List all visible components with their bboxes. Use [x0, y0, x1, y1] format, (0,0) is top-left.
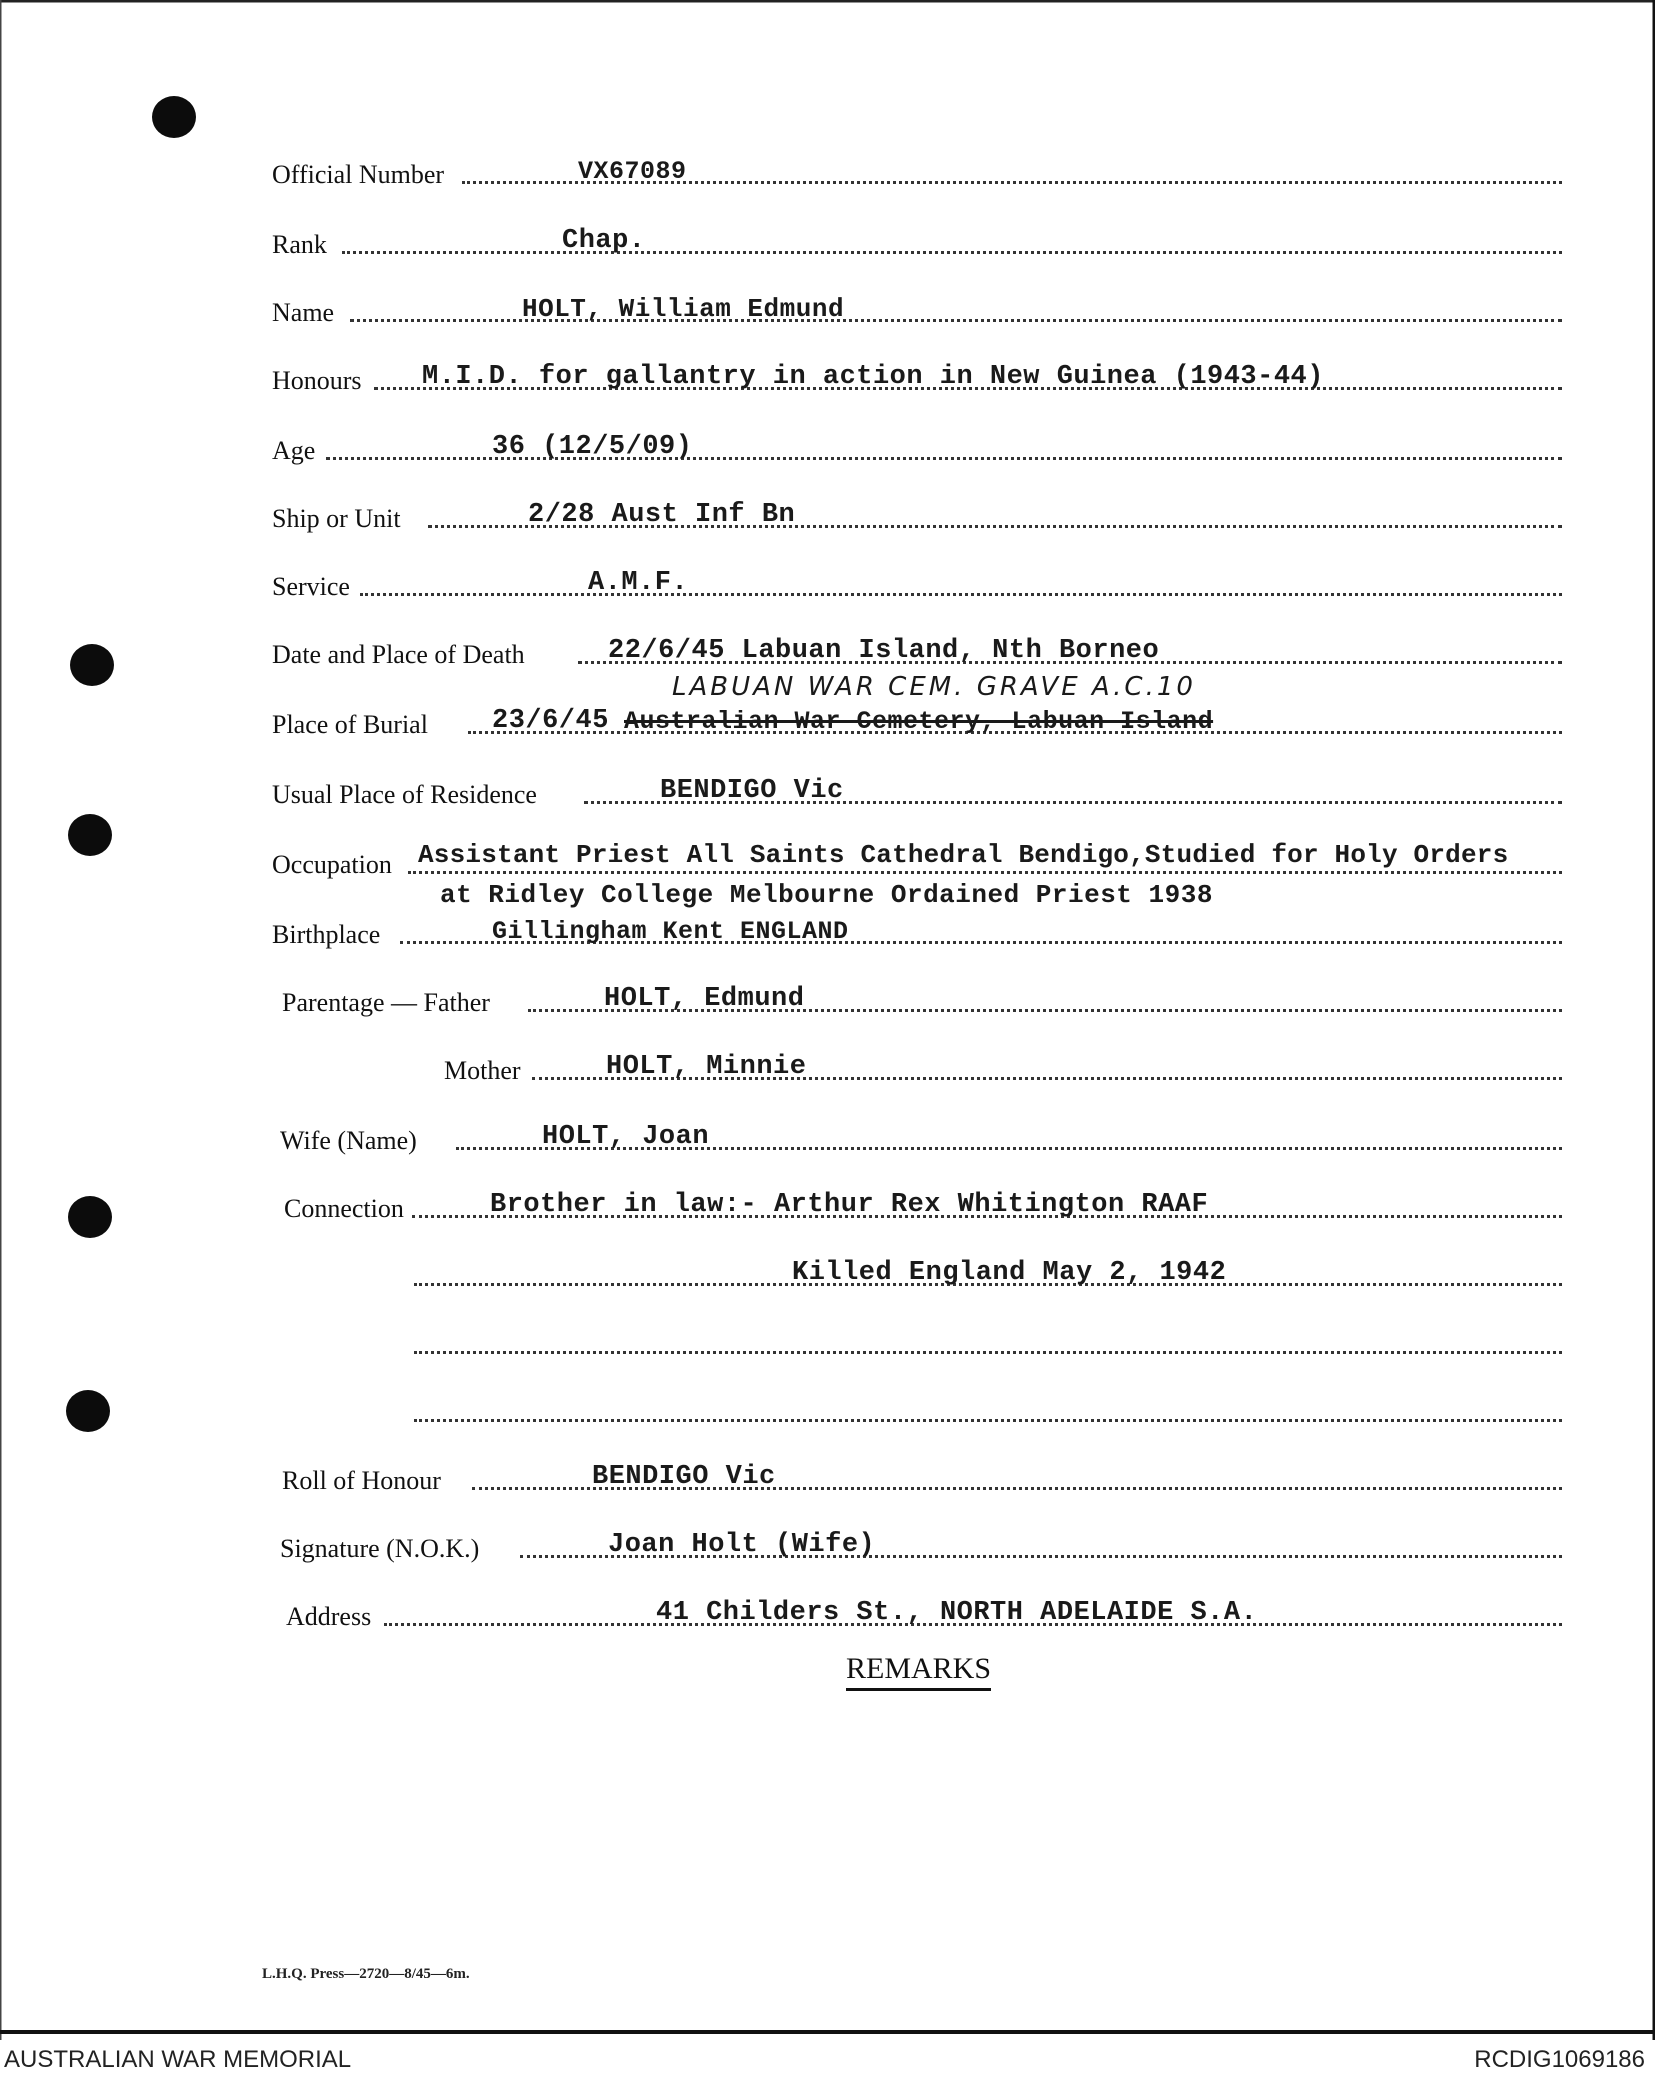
burial-handwritten-note: LABUAN WAR CEM. GRAVE A.C.10 [672, 672, 1196, 702]
connection-row [284, 1184, 1562, 1224]
age-label: Age [272, 436, 316, 465]
birthplace-row [272, 910, 1562, 950]
birthplace-label: Birthplace [272, 920, 381, 949]
rank-label: Rank [272, 230, 327, 259]
remarks-heading: REMARKS [846, 1652, 991, 1691]
service-value: A.M.F. [588, 568, 689, 598]
age-value: 36 (12/5/09) [492, 432, 693, 462]
bottom-rule [0, 2030, 1655, 2034]
service-row [272, 562, 1562, 602]
honours-value: M.I.D. for gallantry in action in New Guinea (1943-44) [422, 362, 1324, 392]
scan-edge-left [0, 0, 4, 2040]
signature-label: Signature (N.O.K.) [280, 1534, 480, 1563]
connection-row-3 [414, 1320, 1562, 1360]
scan-edge-top [0, 0, 1655, 8]
father-label: Parentage — Father [282, 988, 490, 1017]
burial-label: Place of Burial [272, 710, 428, 739]
burial-date: 23/6/45 [492, 706, 609, 736]
mother-label: Mother [444, 1056, 521, 1085]
mother-row [444, 1046, 1562, 1086]
punch-hole-3 [68, 814, 112, 856]
address-row [286, 1592, 1562, 1632]
scan-edge-right [1649, 0, 1655, 2040]
ship-unit-label: Ship or Unit [272, 504, 401, 533]
connection-label: Connection [284, 1194, 404, 1223]
residence-value: BENDIGO Vic [660, 776, 844, 806]
service-label: Service [272, 572, 350, 601]
rank-value: Chap. [562, 226, 646, 256]
punch-hole-1 [152, 96, 196, 138]
residence-label: Usual Place of Residence [272, 780, 537, 809]
burial-row [272, 700, 1562, 740]
wife-label: Wife (Name) [280, 1126, 417, 1155]
signature-value: Joan Holt (Wife) [608, 1530, 876, 1560]
footer-institution: AUSTRALIAN WAR MEMORIAL [4, 2046, 352, 2073]
roll-of-honour-row [282, 1456, 1562, 1496]
roll-of-honour-value: BENDIGO Vic [592, 1462, 776, 1492]
official-number-row [272, 150, 1562, 190]
connection-line-2: Killed England May 2, 1942 [792, 1258, 1227, 1288]
ship-unit-value: 2/28 Aust Inf Bn [528, 500, 796, 530]
name-label: Name [272, 298, 335, 327]
official-number-value: VX67089 [578, 157, 687, 186]
address-label: Address [286, 1602, 372, 1631]
honours-label: Honours [272, 366, 362, 395]
address-value: 41 Childers St., NORTH ADELAIDE S.A. [656, 1598, 1258, 1628]
ship-unit-row [272, 494, 1562, 534]
occupation-label: Occupation [272, 850, 392, 879]
connection-row-2 [414, 1252, 1562, 1292]
occupation-row [272, 840, 1562, 880]
footer-record-id: RCDIG1069186 [1474, 2046, 1645, 2073]
mother-value: HOLT, Minnie [606, 1052, 807, 1082]
death-value: 22/6/45 Labuan Island, Nth Borneo [608, 636, 1160, 666]
birthplace-value: Gillingham Kent ENGLAND [492, 917, 849, 946]
rank-row [272, 220, 1562, 260]
occupation-line-2: at Ridley College Melbourne Ordained Priest 1938 [440, 880, 1213, 910]
punch-hole-4 [68, 1196, 112, 1238]
name-value: HOLT, William Edmund [522, 294, 845, 324]
connection-line-1: Brother in law:- Arthur Rex Whitington RAAF [490, 1190, 1209, 1220]
punch-hole-5 [66, 1390, 110, 1432]
father-row [282, 978, 1562, 1018]
death-row [272, 630, 1562, 670]
age-row [272, 426, 1562, 466]
press-note: L.H.Q. Press—2720—8/45—6m. [262, 1966, 470, 1982]
burial-struck-text: Australian War Cemetery, Labuan Island [624, 707, 1214, 736]
roll-of-honour-label: Roll of Honour [282, 1466, 441, 1495]
honours-row [272, 356, 1562, 396]
connection-row-4 [414, 1388, 1562, 1428]
father-value: HOLT, Edmund [604, 984, 805, 1014]
wife-row [280, 1116, 1562, 1156]
death-label: Date and Place of Death [272, 640, 525, 669]
residence-row [272, 770, 1562, 810]
name-row [272, 288, 1562, 328]
official-number-label: Official Number [272, 160, 445, 189]
signature-row [280, 1524, 1562, 1564]
punch-hole-2 [70, 644, 114, 686]
wife-value: HOLT, Joan [542, 1122, 710, 1152]
occupation-line-1: Assistant Priest All Saints Cathedral Bendigo,Studied for Holy Orders [418, 840, 1509, 870]
